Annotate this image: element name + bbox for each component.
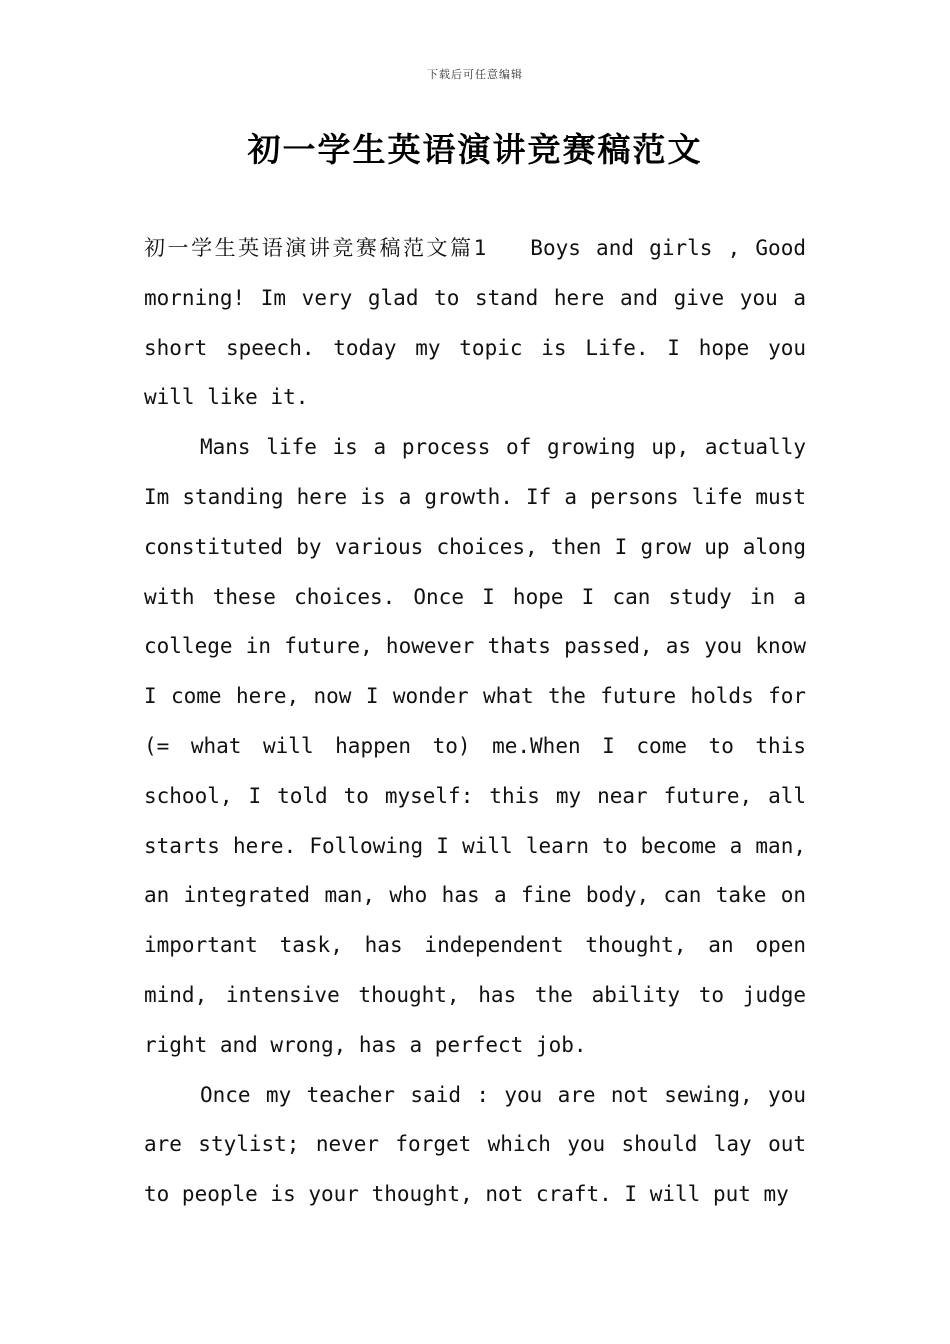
header-note: 下载后可任意编辑 [427,68,523,81]
paragraph-3: Once my teacher said : you are not sewing, you are stylist; never forget which you should lay out to people is your thought, not craft. I will put my [144,1082,806,1207]
paragraph-1-text: Boys and girls , Good morning! Im very glad to stand here and give you a short speech. today my topic is Life. I hope you will like it. [144,236,806,410]
document-body [144,224,806,1220]
section-heading: 初一学生英语演讲竞赛稿范文篇1 [144,236,487,260]
paragraph-2: Mans life is a process of growing up, actually Im standing here is a growth. If a persons life must constituted by various choices, then I grow up along with these choices. Once I hope I can study in a college in future, however thats passed, as you know I come here, now I wonder what the future holds for (= what will happen to) me.When I come to this school, I told to myself: this my near future, all starts here. Following I will learn to become a man, an integrated man, who has a fine body, can take on important task, has independent thought, an open mind, intensive thought, has the ability to judge right and wrong, has a perfect job. [144,435,806,1057]
paragraph-1 [144,224,806,423]
document-title: 初一学生英语演讲竞赛稿范文 [247,130,703,169]
